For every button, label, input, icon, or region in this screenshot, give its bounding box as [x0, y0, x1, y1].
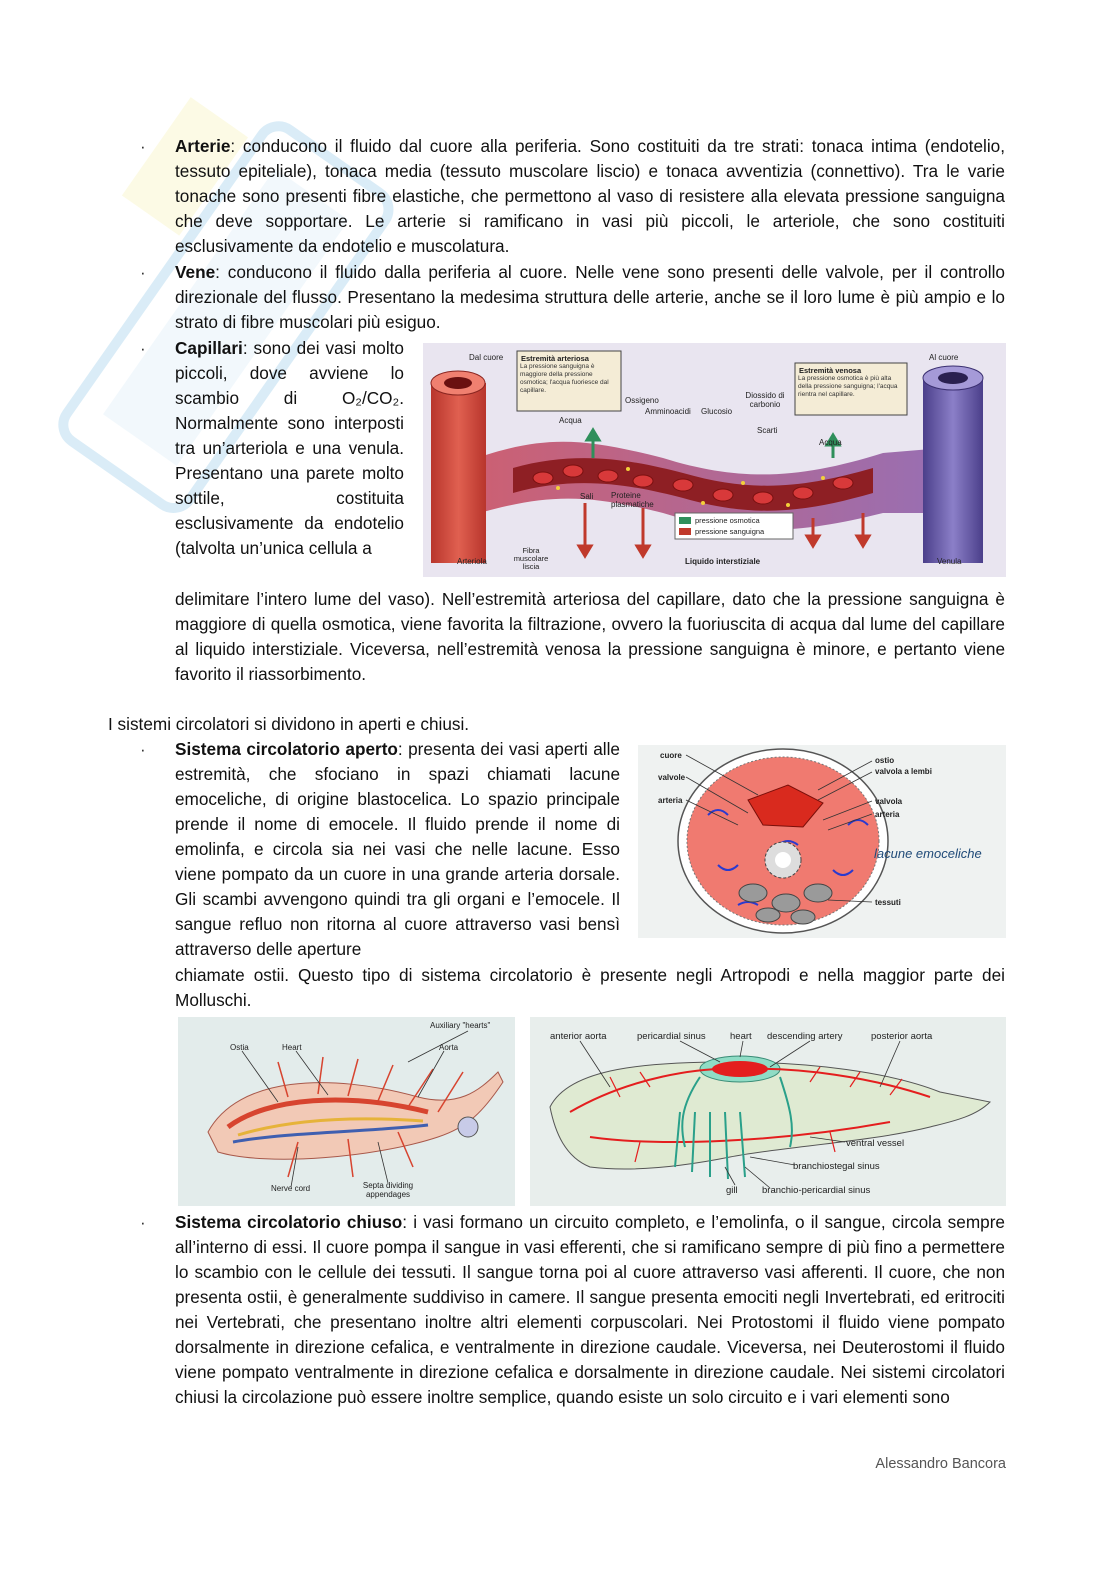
figure-crustacean-circulation [530, 1017, 1006, 1206]
label-gill: gill [726, 1185, 738, 1196]
label-ostio: ostio [875, 756, 895, 765]
label-anterior-aorta: anterior aorta [550, 1031, 607, 1042]
label-auxiliary: Auxiliary "hearts" [430, 1021, 491, 1030]
label-nerve-cord: Nerve cord [271, 1184, 311, 1193]
label-sali: Sali [580, 492, 594, 501]
term-aperto: Sistema circolatorio aperto [175, 739, 398, 759]
label-diossido: Diossido di carbonio [745, 391, 785, 409]
paragraph-chiuso [175, 1210, 1005, 1410]
footer-author: Alessandro Bancora [875, 1456, 1006, 1472]
bullet-chiuso: · [140, 1213, 146, 1232]
paragraph-aperto-full: chiamate ostii. Questo tipo di sistema circolatorio è presente negli Artropodi e nella maggior parte dei Molluschi. [175, 965, 1005, 1010]
label-box-arteriosa-title: Estremità arteriosa [521, 354, 589, 363]
bullet-arterie: · [140, 137, 146, 156]
bullet-aperto: · [140, 740, 146, 759]
text-aperto-side: : presenta dei vasi aperti alle estremità, che sfociano in spazi chiamati lacune emoceliche, di origine blastocelica. Lo spazio principale prende il nome di emocele. Il fluido prende il nome di emolinfa, e circola sia nei vasi che nelle lacune. Esso viene pompato da un cuore in una grande arteria dorsale. Gli scambi avvengono quindi tra gli organi e l’emocele. Il sangue refluo non ritorna al cuore attraverso vasi bensì attraverso delle aperture [175, 739, 620, 959]
paragraph-arterie [175, 134, 1005, 259]
label-valvola: valvola [875, 797, 903, 806]
label-al-cuore: Al cuore [929, 353, 959, 362]
label-descending-artery: descending artery [767, 1031, 843, 1042]
text-chiuso: : i vasi formano un circuito completo, e l’emolinfa, o il sangue, circola sempre all’interno di essi. Il cuore pompa il sangue in vasi efferenti, che si ramificano sempre di più fino a permettere lo scambio con le cellule dei tessuti. Il sangue torna poi al cuore attraverso vasi afferenti. Il cuore, che non presenta ostii, è generalmente suddiviso in camere. Il sangue presenta emociti negli Invertebrati, ed eritrociti nei Vertebrati, che presentano inoltre altri elementi corpuscolari. Nei Protostomi il fluido viene pompato dorsalmente in direzione cefalica, e ventralmente in direzione caudale. Viceversa, nei Deuterostomi il fluido viene pompato ventralmente in direzione cefalica e dorsalmente in direzione caudale. Nei sistemi circolatori chiusi la circolazione può essere inoltre semplice, quando esiste un solo circuito e i vari elementi sono [175, 1212, 1005, 1407]
label-valvola-lembi: valvola a lembi [875, 767, 932, 776]
figure-insect-circulation [178, 1017, 515, 1206]
label-lacune: lacune emoceliche [874, 846, 982, 861]
label-amminoacidi: Amminoacidi [645, 407, 691, 416]
text-vene: : conducono il fluido dalla periferia al cuore. Nelle vene sono presenti delle valvole, per il controllo direzionale del flusso. Presentano la medesima struttura delle arterie, anche se il loro lume è più ampio e lo strato di fibre muscolari più esiguo. [175, 262, 1005, 332]
label-ossigeno: Ossigeno [625, 396, 659, 405]
term-vene: Vene [175, 262, 216, 282]
label-acqua-2: Acqua [819, 438, 842, 447]
label-arteria-right: arteria [875, 810, 900, 819]
label-posterior-aorta: posterior aorta [871, 1031, 933, 1042]
term-capillari: Capillari [175, 338, 243, 358]
paragraph-aperto-side [175, 737, 620, 962]
figure-capillary-exchange [423, 343, 1006, 577]
label-branchiostegal-sinus: branchiostegal sinus [793, 1161, 880, 1172]
label-pericardial-sinus: pericardial sinus [637, 1031, 706, 1042]
label-fibra: Fibra muscolare liscia [513, 547, 549, 571]
label-box-venosa-text: La pressione osmotica è più alta della pressione sanguigna; l'acqua rientra nel capillare. [798, 375, 898, 398]
label-branchio-pericardial-sinus: branchio-pericardial sinus [762, 1185, 871, 1196]
label-ostia: Ostia [230, 1043, 249, 1052]
label-heart-insect: Heart [282, 1043, 302, 1052]
text-capillari-side: : sono dei vasi molto piccoli, dove avviene lo scambio di O₂/CO₂. Normalmente sono interposti tra un’arteriola e una venula. Presentano una parete molto sottile, costituita esclusivamente da endotelio (talvolta un’unica cellula a [175, 338, 404, 558]
text-arterie: : conducono il fluido dal cuore alla periferia. Sono costituiti da tre strati: tonaca intima (endotelio, tessuto epiteliale), tonaca media (tessuto muscolare liscio) e tonaca avventizia (connettivo). Tra le varie tonache sono presenti fibre elastiche, che permettono al vaso di resistere alla elevata pressione sanguigna che deve sopportare. Le arterie si ramificano in vasi più piccoli, le arteriole, che sono costituiti esclusivamente da endotelio e muscolatura. [175, 136, 1005, 256]
label-box-venosa-title: Estremità venosa [799, 366, 862, 375]
figure-lacune-emoceliche [638, 745, 1006, 938]
intro-sentence: I sistemi circolatori si dividono in aperti e chiusi. [108, 714, 470, 734]
legend-osmotica: pressione osmotica [695, 516, 760, 525]
label-arteriola: Arteriola [457, 557, 487, 566]
paragraph-capillari-full: delimitare l’intero lume del vaso). Nell’estremità arteriosa del capillare, dato che la pressione sanguigna è maggiore di quella osmotica, viene favorita la filtrazione, ovvero la fuoriuscita di acqua dal lume del capillare al liquido interstiziale. Viceversa, nell’estremità venosa la pressione sanguigna è minore, e pertanto viene favorito il riassorbimento. [175, 589, 1005, 684]
label-tessuti: tessuti [875, 898, 901, 907]
legend-sanguigna: pressione sanguigna [695, 527, 765, 536]
label-liquido: Liquido interstiziale [685, 557, 761, 566]
label-aorta: Aorta [439, 1043, 459, 1052]
label-heart-crust: heart [730, 1031, 752, 1042]
label-venula: Venula [937, 557, 962, 566]
label-arteria-left: arteria [658, 796, 683, 805]
term-arterie: Arterie [175, 136, 231, 156]
label-dal-cuore: Dal cuore [469, 353, 504, 362]
label-box-arteriosa-text: La pressione sanguigna è maggiore della pressione osmotica; l'acqua fuoriesce dal capillare. [520, 363, 609, 394]
term-chiuso: Sistema circolatorio chiuso [175, 1212, 403, 1232]
label-glucosio: Glucosio [701, 407, 733, 416]
bullet-capillari: · [140, 339, 146, 358]
bullet-vene: · [140, 263, 146, 282]
label-septa: Septa dividing appendages [362, 1181, 414, 1199]
label-acqua-1: Acqua [559, 416, 582, 425]
label-proteine: Proteine plasmatiche [611, 491, 654, 509]
label-scarti: Scarti [757, 426, 778, 435]
paragraph-capillari-side [175, 336, 404, 561]
label-ventral-vessel: ventral vessel [846, 1138, 905, 1149]
label-valvole: valvole [658, 773, 686, 782]
paragraph-vene [175, 260, 1005, 335]
label-cuore: cuore [660, 751, 682, 760]
